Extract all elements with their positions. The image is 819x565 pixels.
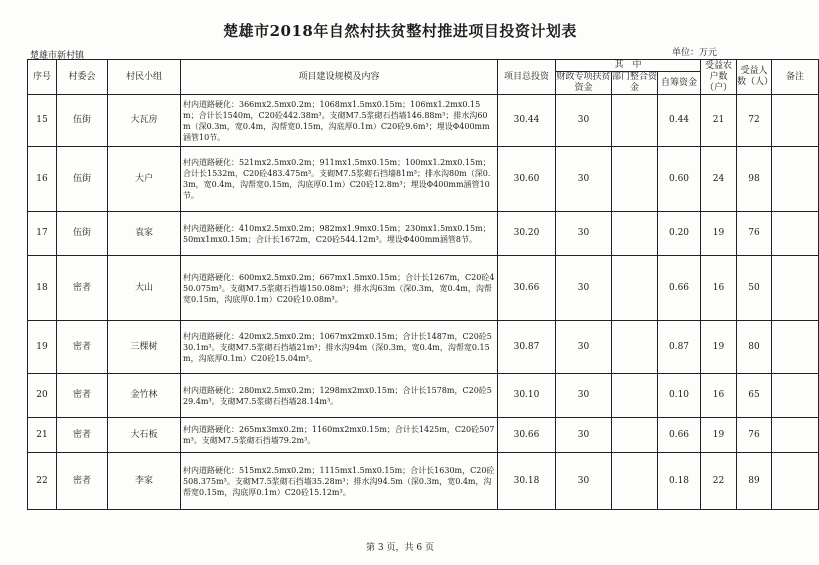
cell-group: 大户 xyxy=(108,147,181,212)
cell-people: 72 xyxy=(737,95,772,147)
cell-fund3: 0.20 xyxy=(658,212,701,256)
cell-committee: 密者 xyxy=(57,321,108,374)
cell-fund2 xyxy=(612,418,658,453)
table-row xyxy=(28,374,819,418)
cell-seq: 16 xyxy=(28,147,57,212)
header-fund-self: 自筹资金 xyxy=(658,72,701,95)
cell-content: 村内道路硬化：600mx2.5mx0.2m；667mx1.5mx0.15m；合计长1267m，C20砼450.075m³。支砌M7.5浆砌石挡墙150.08m³；排水沟63m（深0.3m，宽0.4m，沟帮宽0.15m，沟底厚0.1m）C20砼10.08m³。 xyxy=(181,256,498,321)
cell-group: 李家 xyxy=(108,453,181,510)
page-title: 楚雄市2018年自然村扶贫整村推进项目投资计划表 xyxy=(223,22,577,40)
cell-committee: 伍街 xyxy=(57,147,108,212)
header-total: 项目总投资 xyxy=(498,60,556,95)
cell-content: 村内道路硬化：265mx3mx0.2m；1160mx2mx0.15m；合计长1425m，C20砼507m³。支砌M7.5浆砌石挡墙79.2m³。 xyxy=(181,418,498,453)
cell-fund2 xyxy=(612,374,658,418)
cell-remark xyxy=(772,374,819,418)
table-row xyxy=(28,212,819,256)
unit-label: 单位：万元 xyxy=(672,48,718,58)
cell-total: 30.44 xyxy=(498,95,556,147)
cell-total: 30.66 xyxy=(498,256,556,321)
cell-seq: 18 xyxy=(28,256,57,321)
cell-seq: 21 xyxy=(28,418,57,453)
cell-seq: 15 xyxy=(28,95,57,147)
cell-people: 89 xyxy=(737,453,772,510)
header-fund-poverty: 财政专项扶贫资金 xyxy=(556,72,611,93)
cell-total: 30.18 xyxy=(498,453,556,510)
investment-table xyxy=(27,59,819,510)
cell-remark xyxy=(772,147,819,212)
cell-total: 30.20 xyxy=(498,212,556,256)
cell-fund1: 30 xyxy=(556,418,612,453)
cell-fund3: 0.87 xyxy=(658,321,701,374)
cell-total: 30.87 xyxy=(498,321,556,374)
table-row xyxy=(28,256,819,321)
cell-households: 19 xyxy=(701,321,737,374)
table-row xyxy=(28,321,819,374)
cell-people: 50 xyxy=(737,256,772,321)
cell-remark xyxy=(772,212,819,256)
table-row xyxy=(28,95,819,147)
cell-fund2 xyxy=(612,212,658,256)
cell-people: 65 xyxy=(737,374,772,418)
cell-seq: 20 xyxy=(28,374,57,418)
cell-fund3: 0.66 xyxy=(658,256,701,321)
cell-people: 80 xyxy=(737,321,772,374)
header-seq: 序号 xyxy=(28,60,57,95)
cell-remark xyxy=(772,453,819,510)
table-row xyxy=(28,147,819,212)
cell-group: 袁家 xyxy=(108,212,181,256)
cell-group: 三棵树 xyxy=(108,321,181,374)
cell-content: 村内道路硬化：366mx2.5mx0.2m；1068mx1.5mx0.15m；106mx1.2mx0.15m；合计长1540m，C20砼442.38m³。支砌M7.5浆砌石挡墙146.88m³；排水沟60m（深0.3m，宽0.4m，沟帮宽0.15m，沟底厚0.1m）C20砼9.6m³；埋设Φ400mm涵管10节。 xyxy=(181,95,498,147)
cell-fund1: 30 xyxy=(556,321,612,374)
cell-households: 21 xyxy=(701,95,737,147)
cell-people: 98 xyxy=(737,147,772,212)
cell-total: 30.60 xyxy=(498,147,556,212)
cell-fund1: 30 xyxy=(556,212,612,256)
cell-seq: 17 xyxy=(28,212,57,256)
cell-remark xyxy=(772,95,819,147)
cell-committee: 密者 xyxy=(57,418,108,453)
cell-households: 16 xyxy=(701,256,737,321)
table-row xyxy=(28,418,819,453)
cell-fund3: 0.10 xyxy=(658,374,701,418)
cell-group: 大瓦房 xyxy=(108,95,181,147)
header-fund-department: 部门整合资金 xyxy=(612,72,658,93)
cell-fund1: 30 xyxy=(556,256,612,321)
cell-fund3: 0.60 xyxy=(658,147,701,212)
cell-seq: 22 xyxy=(28,453,57,510)
cell-households: 22 xyxy=(701,453,737,510)
cell-content: 村内道路硬化：280mx2.5mx0.2m；1298mx2mx0.15m；合计长1578m，C20砼529.4m³。支砌M7.5浆砌石挡墙28.14m³。 xyxy=(181,374,498,418)
cell-committee: 密者 xyxy=(57,374,108,418)
cell-committee: 密者 xyxy=(57,453,108,510)
page-footer: 第 3 页，共 6 页 xyxy=(366,543,434,553)
cell-group: 金竹林 xyxy=(108,374,181,418)
table-row xyxy=(28,453,819,510)
cell-committee: 伍街 xyxy=(57,95,108,147)
cell-fund2 xyxy=(612,147,658,212)
cell-committee: 伍街 xyxy=(57,212,108,256)
cell-fund1: 30 xyxy=(556,453,612,510)
cell-people: 76 xyxy=(737,212,772,256)
cell-content: 村内道路硬化：521mx2.5mx0.2m；911mx1.5mx0.15m；100mx1.2mx0.15m；合计长1532m，C20砼483.475m³。支砌M7.5浆砌石挡墙81m³；排水沟80m（深0.3m，宽0.4m，沟帮宽0.15m，沟底厚0.1m）C20砼12.8m³；埋设Φ400mm涵管10节。 xyxy=(181,147,498,212)
header-committee: 村委会 xyxy=(57,60,108,95)
cell-group: 大石板 xyxy=(108,418,181,453)
cell-total: 30.10 xyxy=(498,374,556,418)
header-among: 其 中 xyxy=(556,60,701,72)
header-people: 受益人数（人） xyxy=(737,60,772,95)
cell-households: 19 xyxy=(701,418,737,453)
cell-total: 30.66 xyxy=(498,418,556,453)
cell-households: 16 xyxy=(701,374,737,418)
cell-remark xyxy=(772,256,819,321)
cell-remark xyxy=(772,321,819,374)
cell-fund2 xyxy=(612,321,658,374)
cell-fund1: 30 xyxy=(556,147,612,212)
cell-households: 19 xyxy=(701,212,737,256)
cell-group: 大山 xyxy=(108,256,181,321)
cell-fund2 xyxy=(612,95,658,147)
town-label: 楚雄市新村镇 xyxy=(30,51,85,61)
cell-content: 村内道路硬化：410mx2.5mx0.2m；982mx1.9mx0.15m；230mx1.5mx0.15m；50mx1mx0.15m；合计长1672m，C20砼544.12m³。埋设Φ400mm涵管8节。 xyxy=(181,212,498,256)
cell-fund3: 0.44 xyxy=(658,95,701,147)
header-content: 项目建设规模及内容 xyxy=(181,60,498,95)
cell-remark xyxy=(772,418,819,453)
cell-people: 76 xyxy=(737,418,772,453)
cell-fund3: 0.66 xyxy=(658,418,701,453)
cell-fund1: 30 xyxy=(556,95,612,147)
cell-fund3: 0.18 xyxy=(658,453,701,510)
header-group: 村民小组 xyxy=(108,60,181,95)
header-remark: 备注 xyxy=(772,60,819,95)
cell-households: 24 xyxy=(701,147,737,212)
cell-committee: 密者 xyxy=(57,256,108,321)
cell-fund2 xyxy=(612,256,658,321)
cell-fund1: 30 xyxy=(556,374,612,418)
cell-seq: 19 xyxy=(28,321,57,374)
cell-content: 村内道路硬化：420mx2.5mx0.2m；1067mx2mx0.15m；合计长1487m，C20砼530.1m³。支砌M7.5浆砌石挡墙21m³；排水沟94m（深0.3m，宽0.4m，沟帮宽0.15m，沟底厚0.1m）C20砼15.04m³。 xyxy=(181,321,498,374)
header-households: 受益农户数（户） xyxy=(701,60,737,95)
cell-fund2 xyxy=(612,453,658,510)
cell-content: 村内道路硬化：515mx2.5mx0.2m；1115mx1.5mx0.15m；合计长1630m，C20砼508.375m³。支砌M7.5浆砌石挡墙35.28m³；排水沟94.5m（深0.3m，宽0.4m，沟帮宽0.15m，沟底厚0.1m）C20砼15.12m³。 xyxy=(181,453,498,510)
